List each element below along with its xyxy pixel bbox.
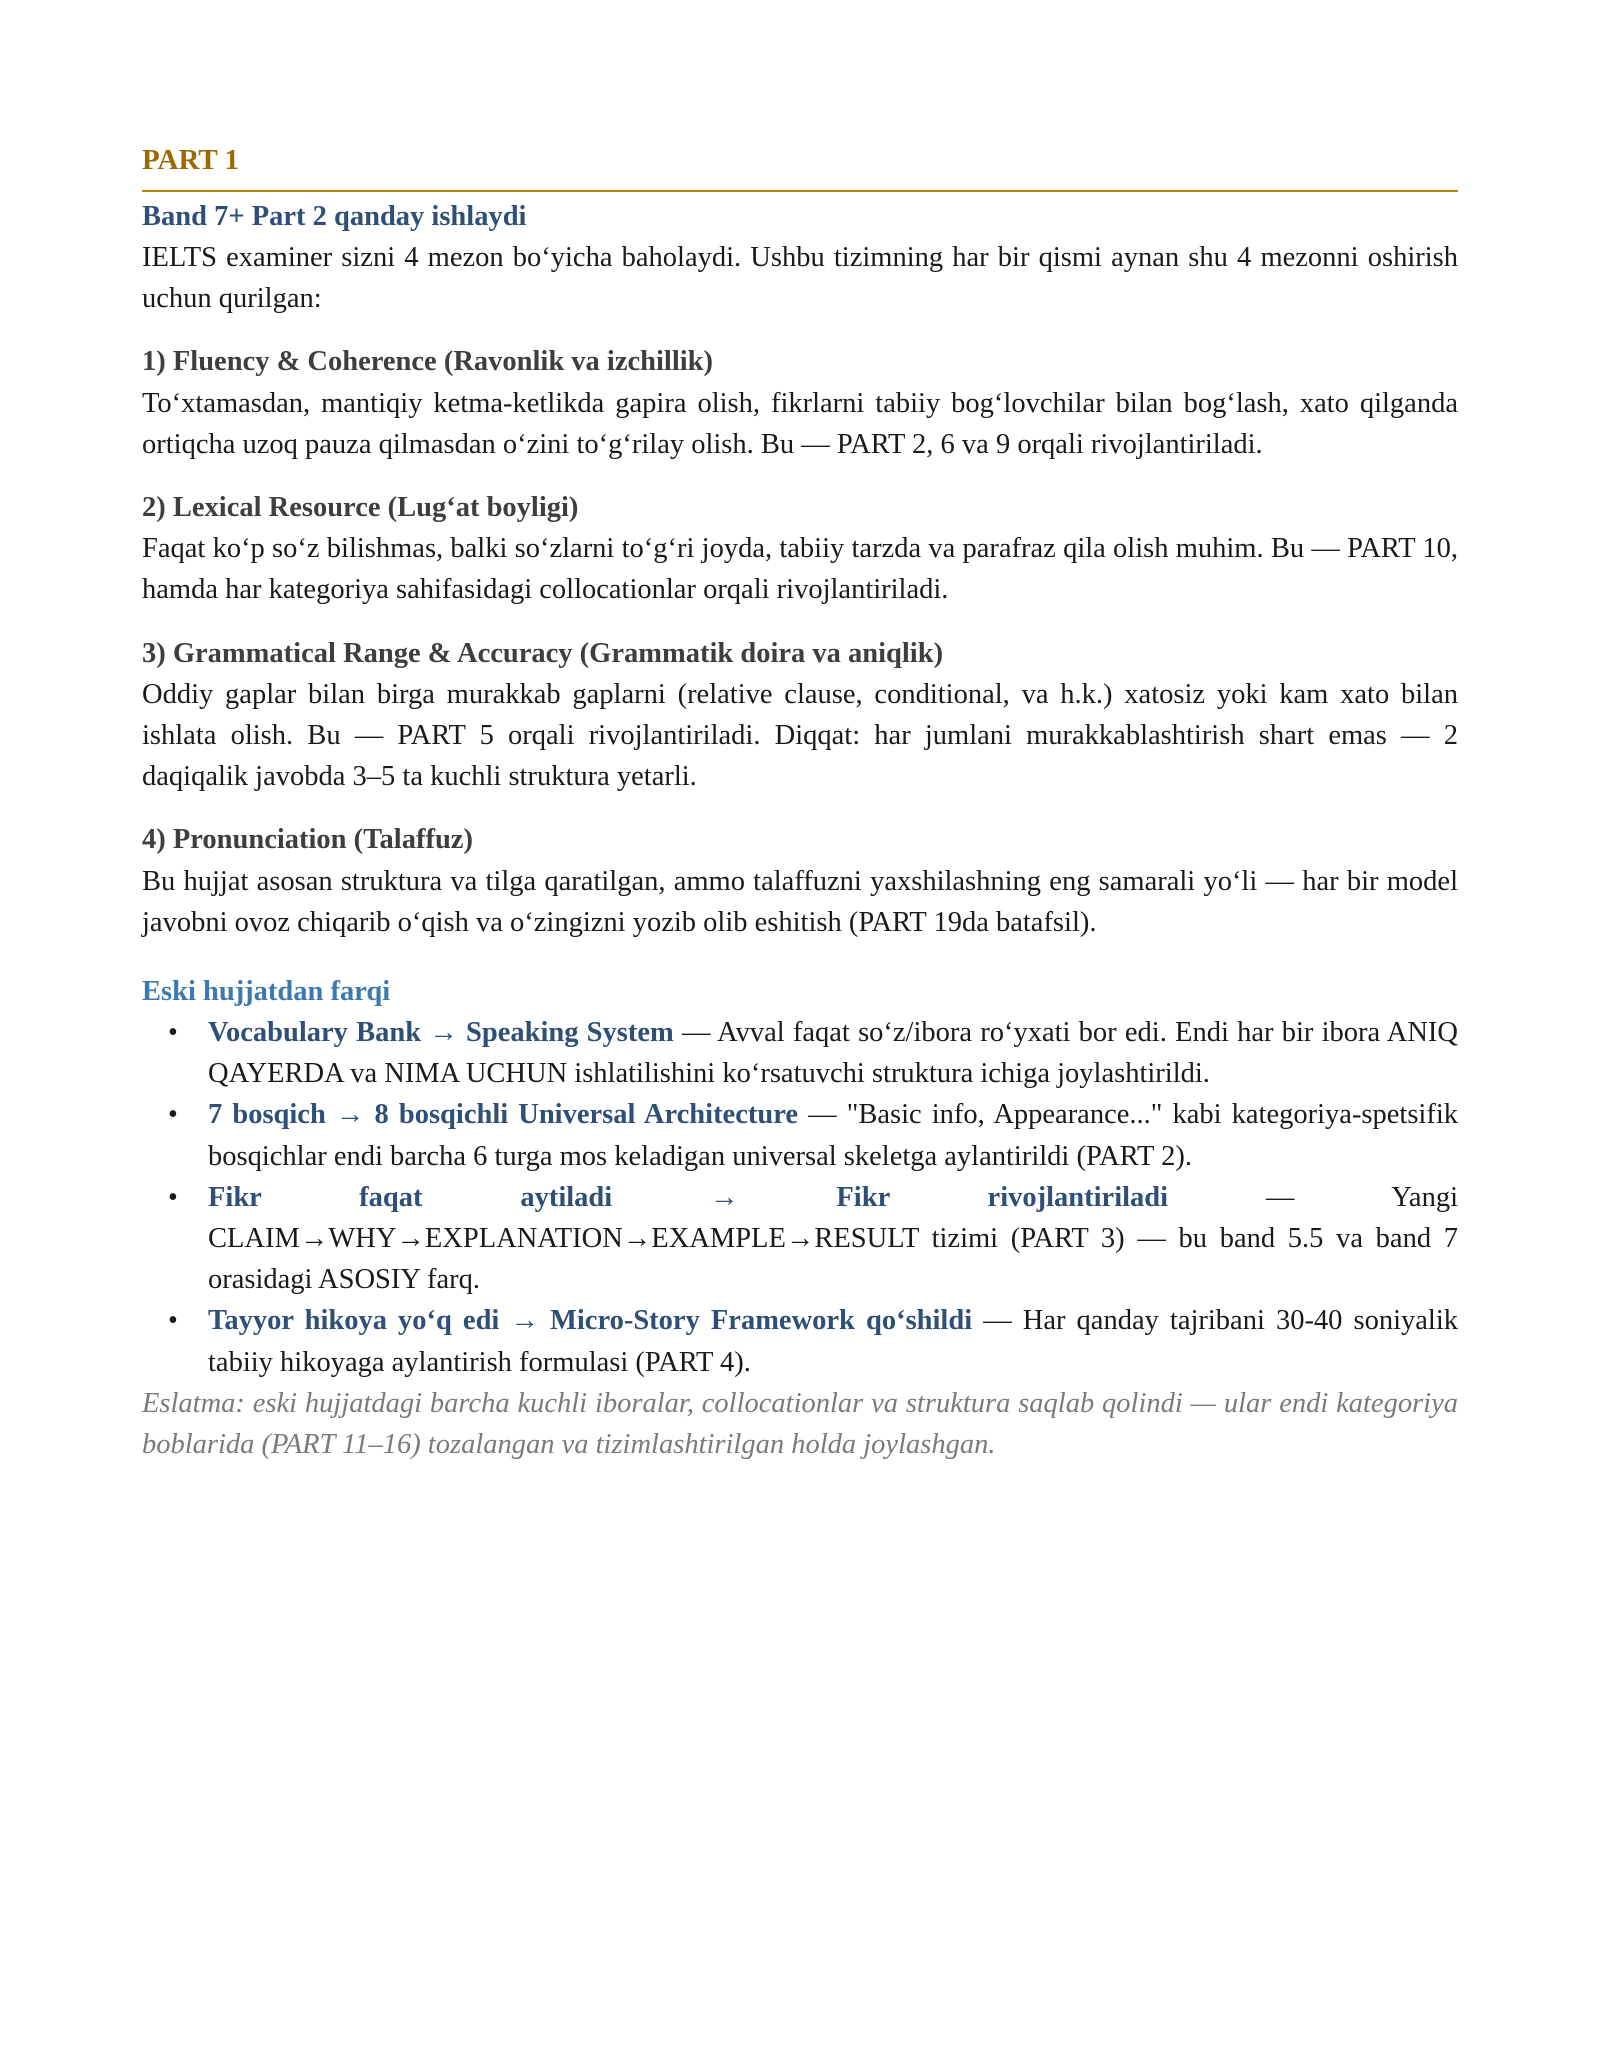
list-item-dash: — bbox=[673, 1017, 718, 1049]
list-item-text: Har qanday tajribani 30-40 soniyalik tabiiy hikoyaga aylantirish formulasi (PART 4). bbox=[208, 1305, 1458, 1378]
list-item bbox=[142, 1300, 1458, 1382]
criterion-title: 1) Fluency & Coherence (Ravonlik va izchillik) bbox=[142, 346, 714, 378]
bullet-icon: • bbox=[168, 1305, 178, 1337]
list-item bbox=[142, 1012, 1458, 1094]
list-item-text: Yangi CLAIM→WHY→EXPLANATION→EXAMPLE→RESULT tizimi (PART 3) — bu band 5.5 va band 7 orasidagi ASOSIY farq. bbox=[208, 1181, 1458, 1296]
diff-list bbox=[142, 1012, 1458, 1383]
note-paragraph: Eslatma: eski hujjatdagi barcha kuchli iboralar, collocationlar va struktura saqlab qolindi — ular endi kategoriya boblarida (PART 11–16) tozalangan va tizimlashtirilgan holda joylashgan. bbox=[142, 1387, 1458, 1461]
criterion-title: 4) Pronunciation (Talaffuz) bbox=[142, 824, 473, 856]
list-item-text: Avval faqat so‘z/ibora ro‘yxati bor edi. Endi har bir ibora ANIQ QAYERDA va NIMA UCHUN ishlatilishini ko‘rsatuvchi struktura ichiga joylashtirildi. bbox=[208, 1017, 1459, 1090]
bullet-icon: • bbox=[168, 1099, 178, 1131]
list-item-title: Fikr faqat aytiladi → Fikr rivojlantiriladi bbox=[208, 1181, 1169, 1213]
diff-heading: Eski hujjatdan farqi bbox=[142, 976, 391, 1008]
bullet-icon: • bbox=[168, 1181, 178, 1213]
criterion-title: 3) Grammatical Range & Accuracy (Grammatik doira va aniqlik) bbox=[142, 637, 944, 669]
criterion-title: 2) Lexical Resource (Lug‘at boyligi) bbox=[142, 492, 579, 524]
criterion-body: Oddiy gaplar bilan birga murakkab gaplarni (relative clause, conditional, va h.k.) xatosiz yoki kam xato bilan ishlata olish. Bu — PART 5 orqali rivojlantiriladi. Diqqat: har jumlani murakkablashtirish shart emas — 2 daqiqalik javobda 3–5 ta kuchli struktura yetarli. bbox=[142, 678, 1458, 793]
list-item-title: 7 bosqich → 8 bosqichli Universal Architecture bbox=[208, 1099, 798, 1131]
criterion-grammar bbox=[142, 633, 1458, 798]
criterion-body: Faqat ko‘p so‘z bilishmas, balki so‘zlarni to‘g‘ri joyda, tabiiy tarzda va parafraz qila olish muhim. Bu — PART 10, hamda har kategoriya sahifasidagi collocationlar orqali rivojlantiriladi. bbox=[142, 533, 1458, 606]
list-item-dash: — bbox=[1168, 1181, 1392, 1213]
list-item-dash: — bbox=[798, 1099, 847, 1131]
part-label: PART 1 bbox=[142, 144, 239, 176]
list-item-title: Vocabulary Bank → Speaking System bbox=[208, 1017, 674, 1049]
criterion-lexical bbox=[142, 487, 1458, 611]
list-item bbox=[142, 1094, 1458, 1176]
criterion-body: To‘xtamasdan, mantiqiy ketma-ketlikda gapira olish, fikrlarni tabiiy bog‘lovchilar bilan bog‘lash, xato qilganda ortiqcha uzoq pauza qilmasdan o‘zini to‘g‘rilay olish. Bu — PART 2, 6 va 9 orqali rivojlantiriladi. bbox=[142, 387, 1458, 460]
criterion-pronunciation bbox=[142, 819, 1458, 943]
criterion-fluency bbox=[142, 341, 1458, 465]
list-item-dash: — bbox=[972, 1305, 1023, 1337]
list-item-text: "Basic info, Appearance..." kabi kategoriya-spetsifik bosqichlar endi barcha 6 turga mos keladigan universal skeletga aylantirildi (PART 2). bbox=[208, 1099, 1459, 1172]
list-item bbox=[142, 1177, 1458, 1301]
bullet-icon: • bbox=[168, 1017, 178, 1049]
list-item-title: Tayyor hikoya yo‘q edi → Micro-Story Framework qo‘shildi bbox=[208, 1305, 973, 1337]
intro-paragraph: IELTS examiner sizni 4 mezon bo‘yicha baholaydi. Ushbu tizimning har bir qismi aynan shu 4 mezonni oshirish uchun qurilgan: bbox=[142, 242, 1458, 315]
section-divider bbox=[142, 190, 1458, 192]
document-page bbox=[142, 140, 1458, 1465]
main-heading: Band 7+ Part 2 qanday ishlaydi bbox=[142, 201, 527, 232]
criterion-body: Bu hujjat asosan struktura va tilga qaratilgan, ammo talaffuzni yaxshilashning eng samarali yo‘li — har bir model javobni ovoz chiqarib o‘qish va o‘zingizni yozib olib eshitish (PART 19da batafsil). bbox=[142, 865, 1458, 938]
